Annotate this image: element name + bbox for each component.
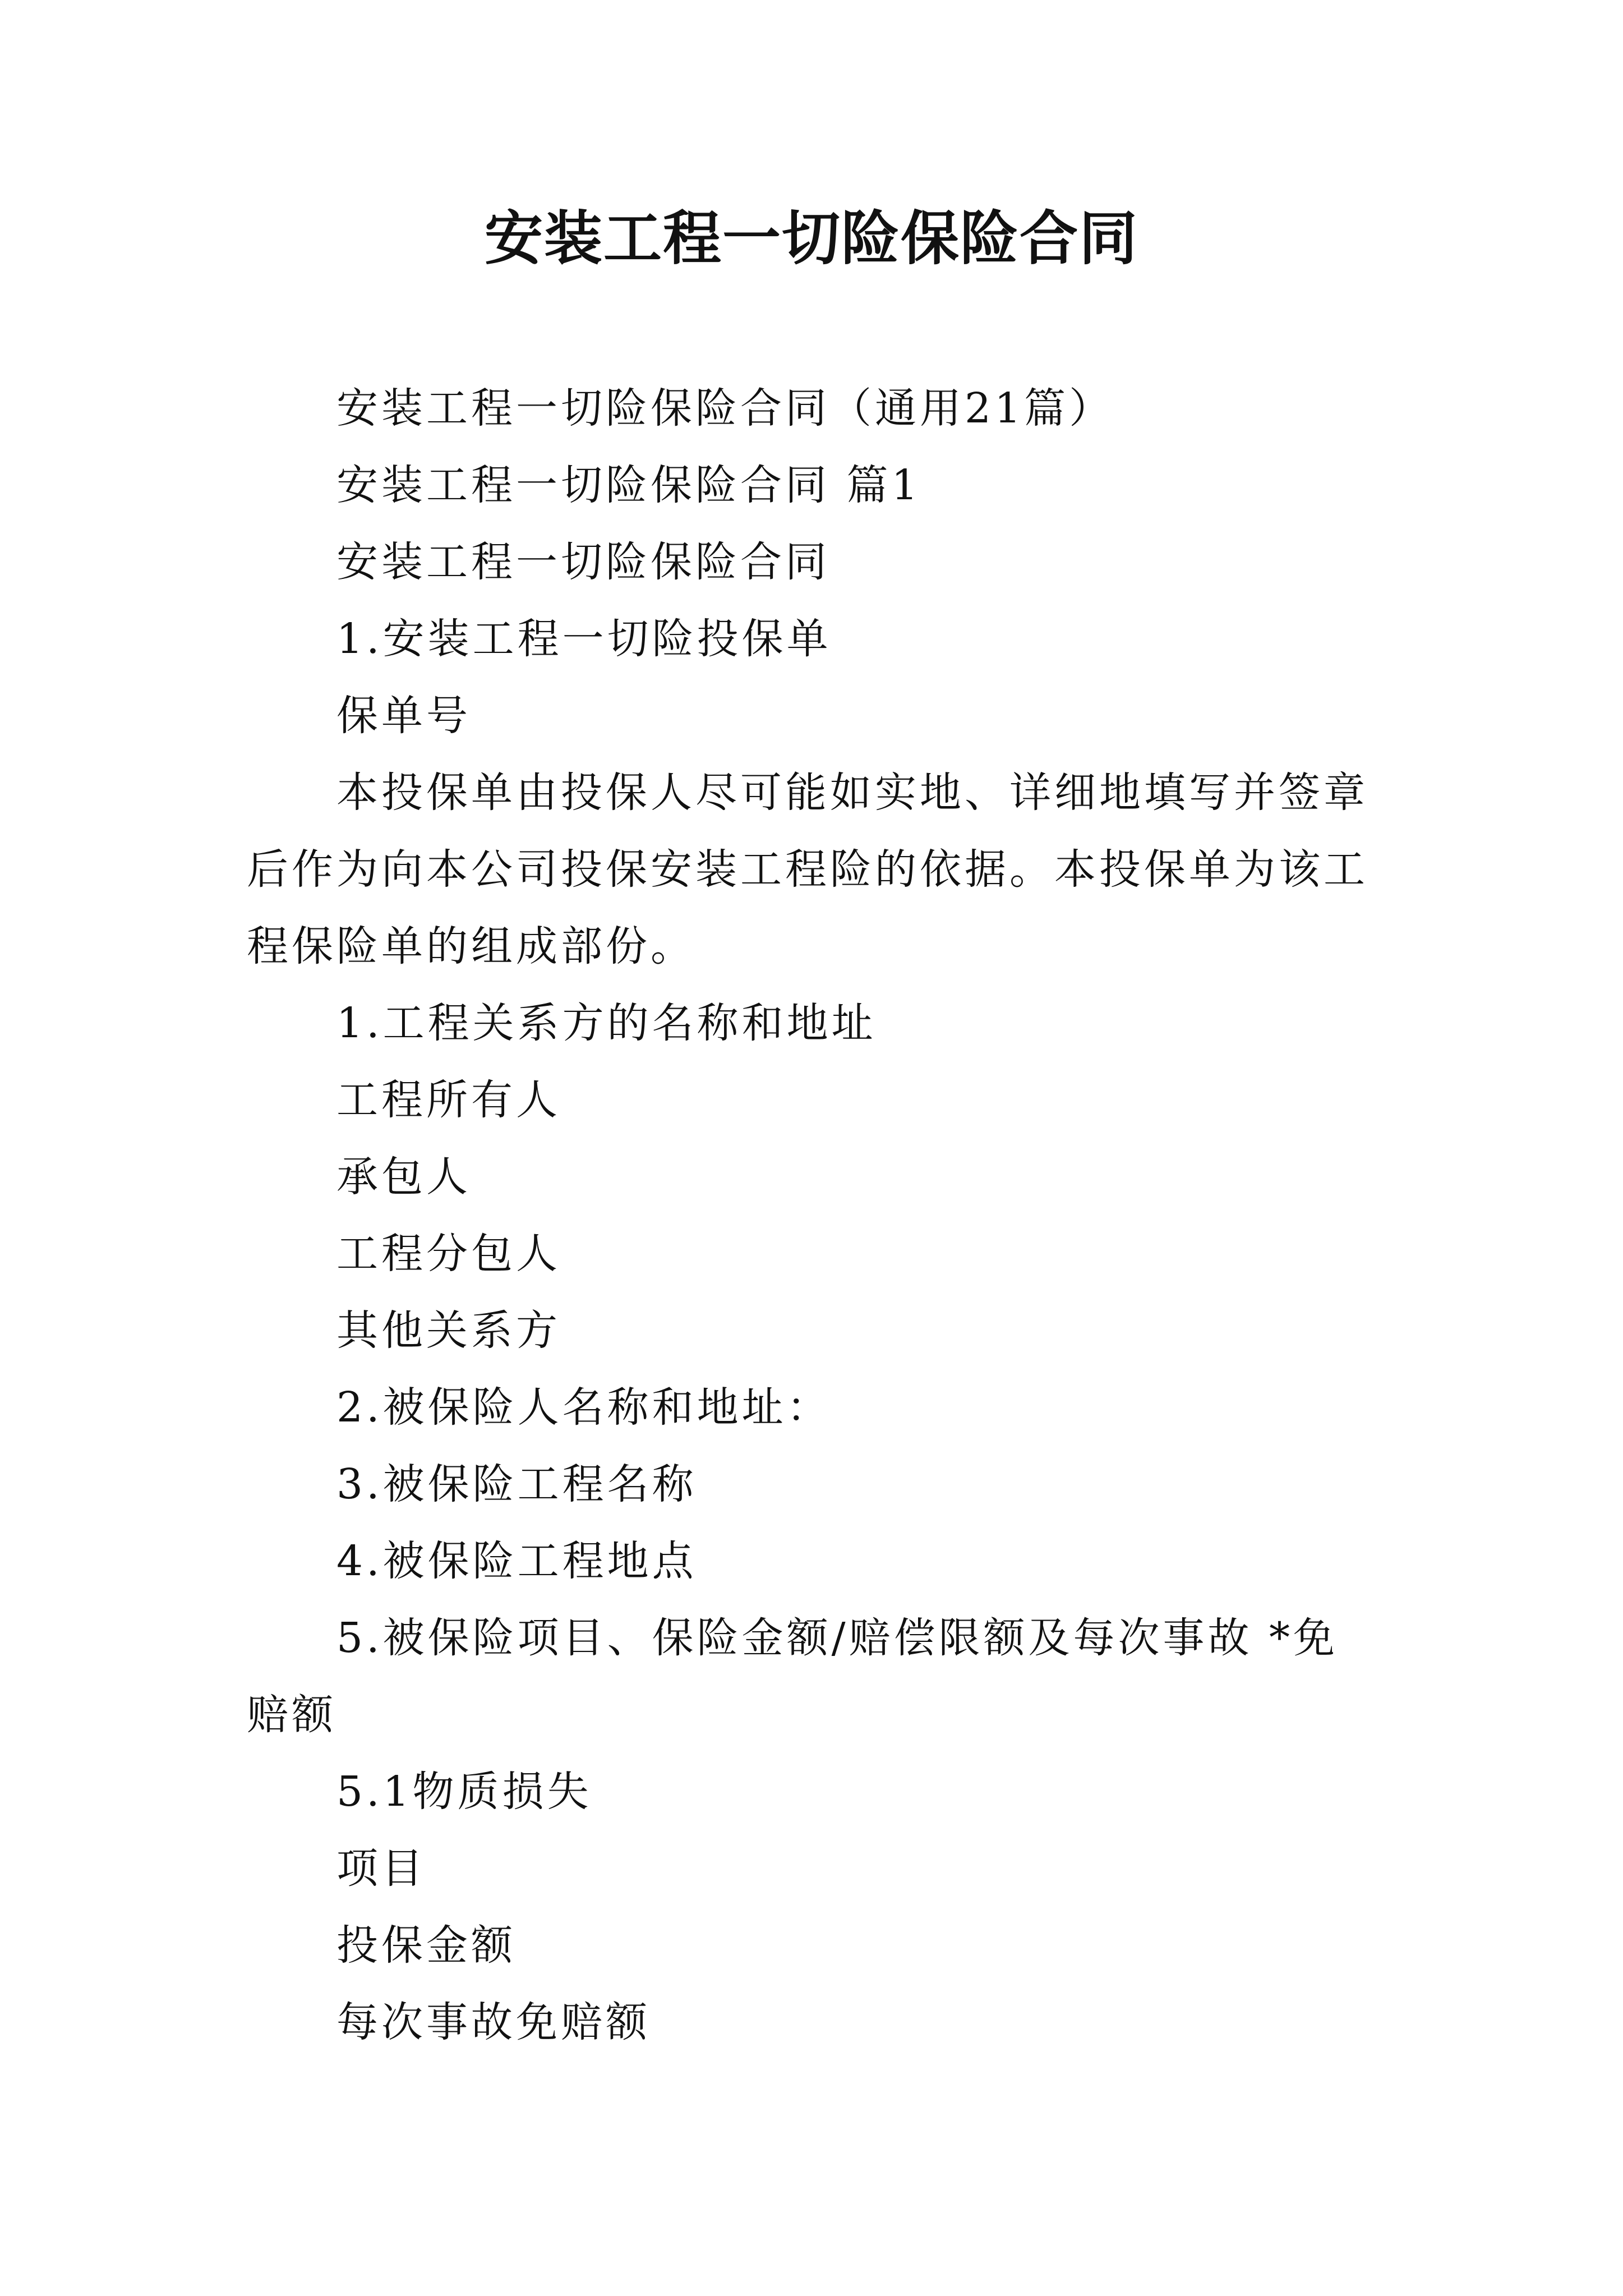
subcontractor-label: 工程分包人 (336, 1230, 561, 1278)
project-location-label: 4.被保险工程地点 (336, 1537, 697, 1585)
document-body (247, 370, 1381, 2061)
contractor-label: 承包人 (336, 1153, 471, 1201)
material-loss-heading: 5.1物质损失 (336, 1768, 592, 1816)
other-parties-label: 其他关系方 (336, 1306, 561, 1355)
parties-heading: 1.工程关系方的名称和地址 (336, 999, 877, 1047)
insured-name-address-label: 2.被保险人名称和地址： (336, 1383, 832, 1432)
policy-number-label: 保单号 (336, 692, 471, 740)
instructions-paragraph: 本投保单由投保人尽可能如实地、详细地填写并签章后作为向本公司投保安装工程险的依据。本投保单为该工程保险单的组成部份。 (247, 769, 1368, 970)
item-label: 项目 (336, 1844, 426, 1893)
deductible-label: 每次事故免赔额 (336, 1998, 651, 2046)
section-heading: 安装工程一切险保险合同 篇1 (336, 461, 921, 509)
document-title: 安装工程一切险保险合同 (484, 204, 1138, 273)
section-title: 安装工程一切险保险合同 (336, 538, 830, 586)
insured-items-paragraph: 5.被保险项目、保险金额/赔偿限额及每次事故 *免赔额 (247, 1614, 1339, 1739)
owner-label: 工程所有人 (336, 1076, 561, 1124)
insured-amount-label: 投保金额 (336, 1921, 516, 1970)
document-subtitle: 安装工程一切险保险合同（通用21篇） (336, 384, 1114, 432)
form-title: 1.安装工程一切险投保单 (336, 615, 832, 663)
project-name-label: 3.被保险工程名称 (336, 1460, 697, 1508)
